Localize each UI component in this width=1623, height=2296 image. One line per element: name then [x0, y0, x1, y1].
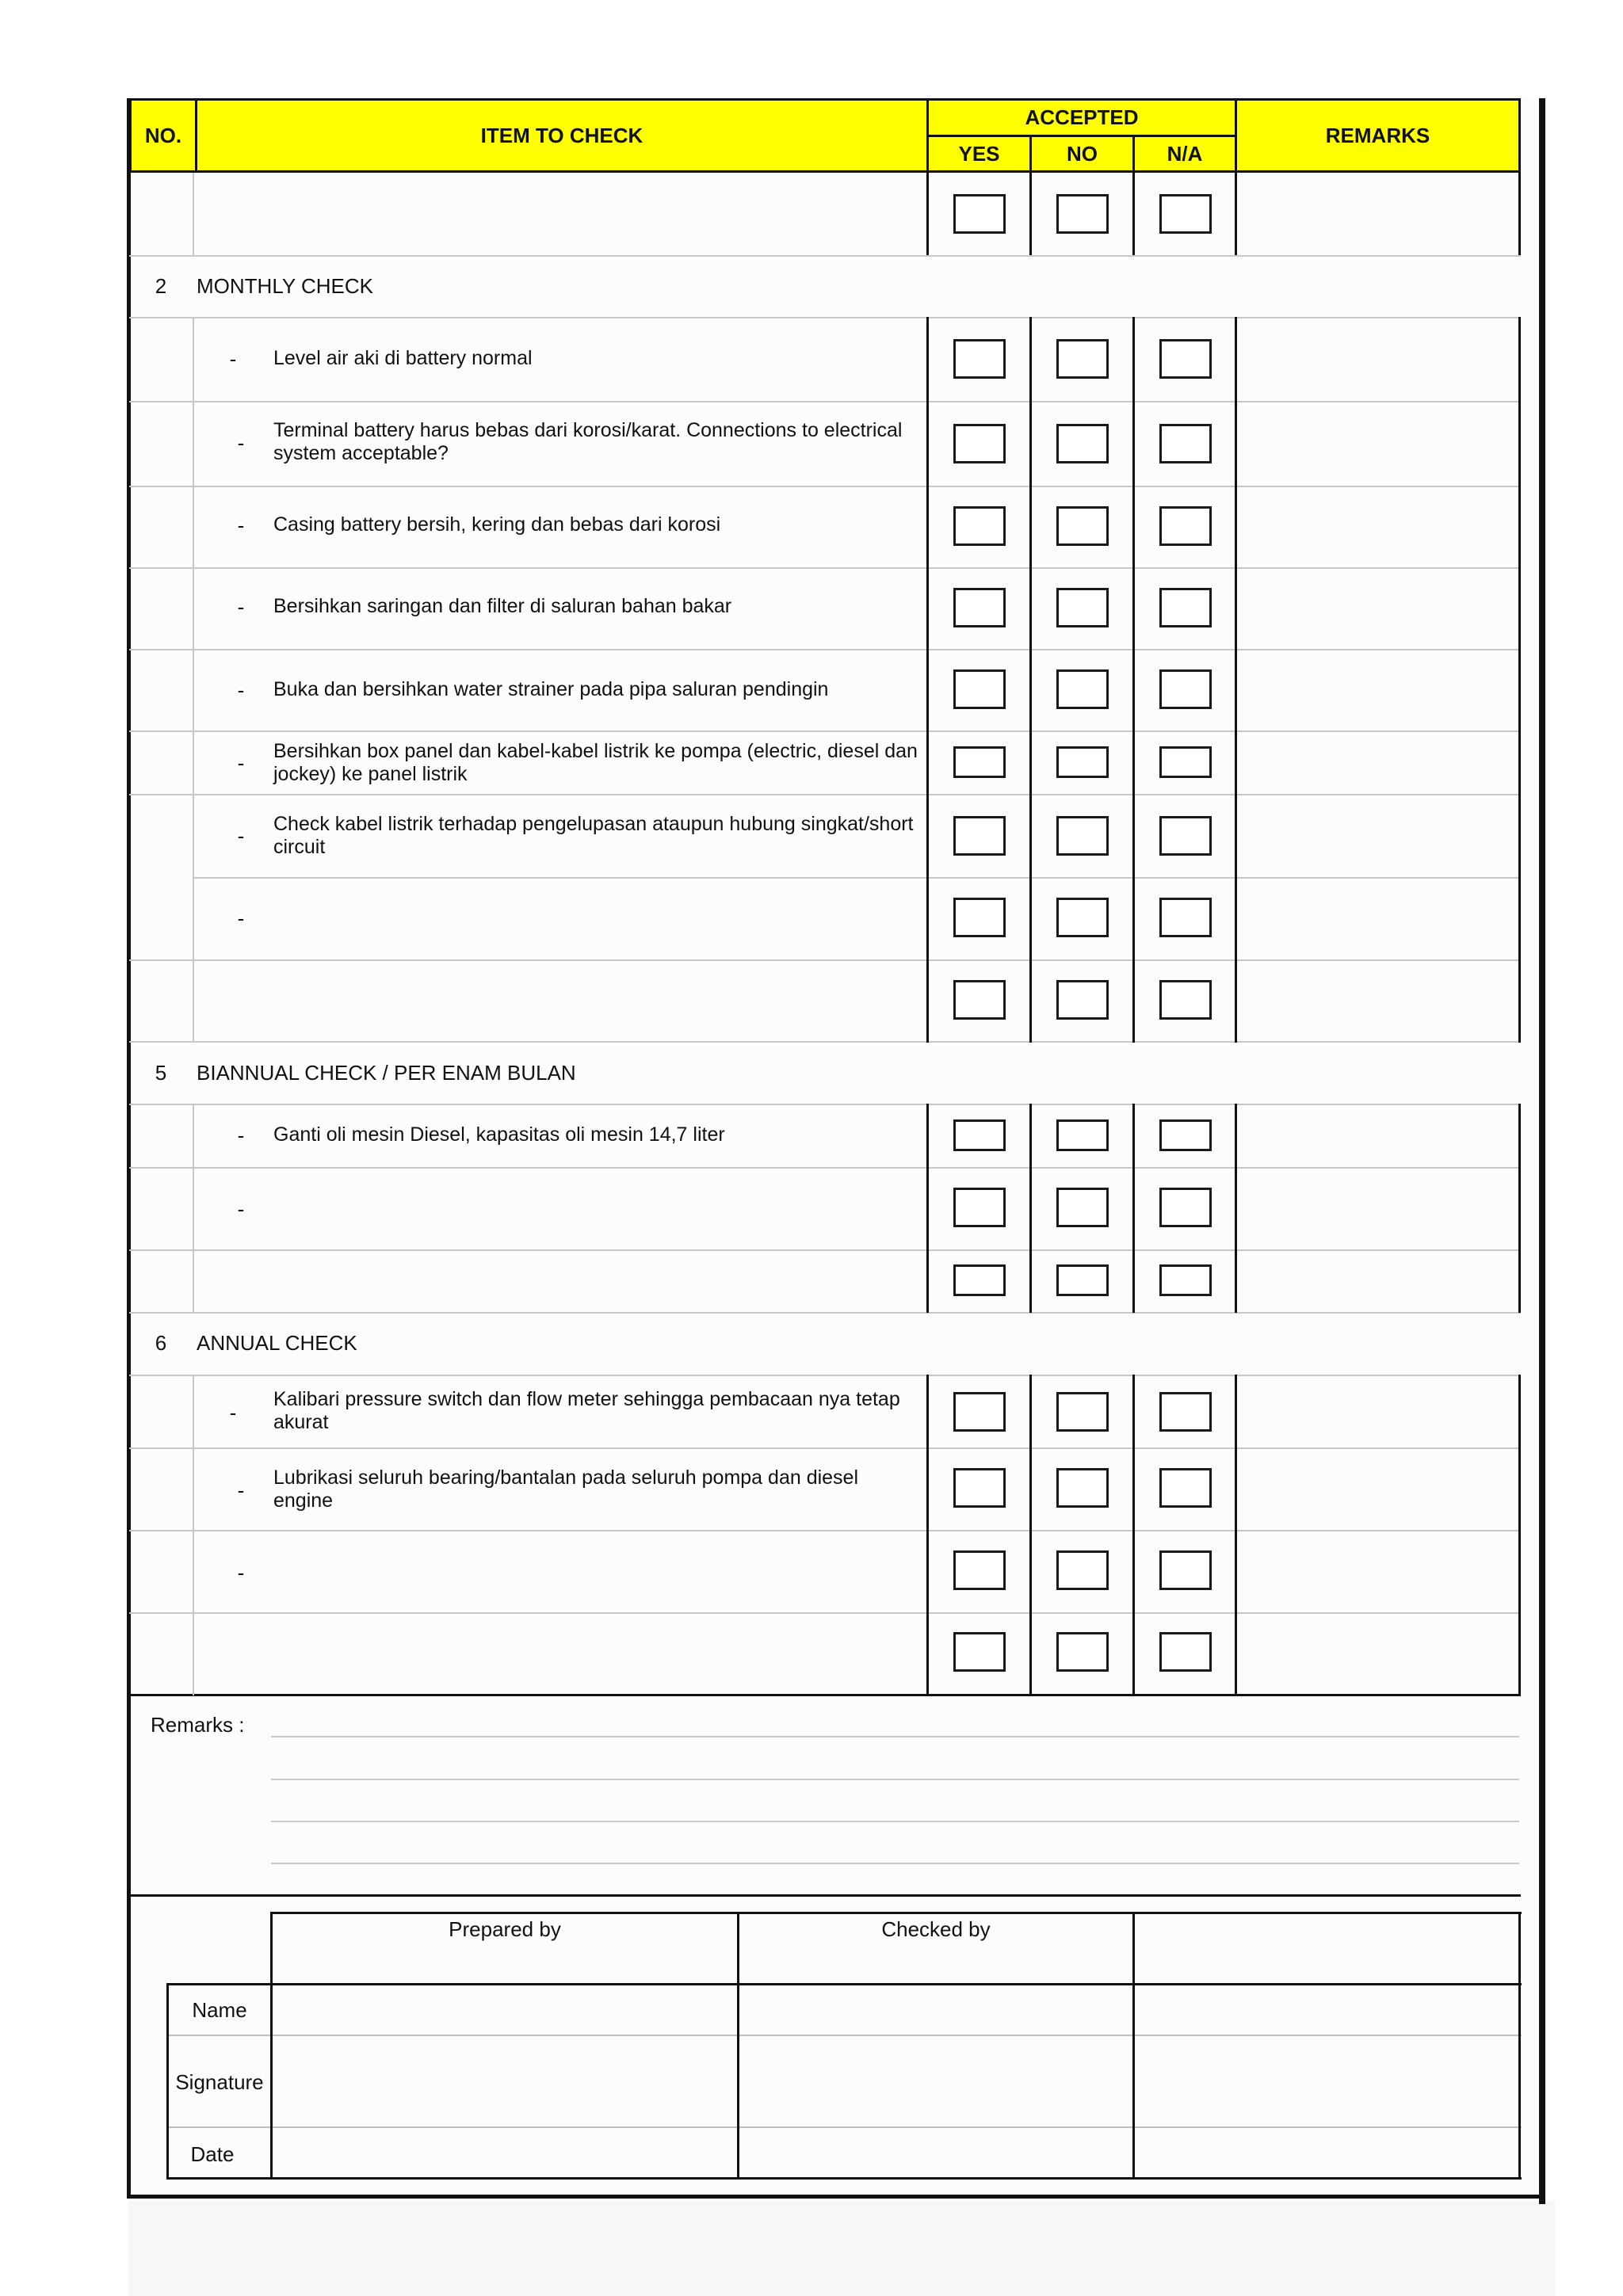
item-dash: -: [237, 751, 245, 775]
checked-by-label: Checked by: [881, 1917, 991, 1941]
checkbox-na[interactable]: [1159, 746, 1212, 778]
checkbox-no[interactable]: [1056, 980, 1109, 1020]
checkbox-yes[interactable]: [953, 1632, 1006, 1672]
checkbox-no[interactable]: [1056, 1119, 1109, 1151]
remarks-line[interactable]: [271, 1736, 1519, 1737]
checkbox-yes[interactable]: [953, 1264, 1006, 1296]
checkbox-yes[interactable]: [953, 980, 1006, 1020]
checkbox-na[interactable]: [1159, 1468, 1212, 1508]
checkbox-no[interactable]: [1056, 194, 1109, 234]
checkbox-yes[interactable]: [953, 1468, 1006, 1508]
checkbox-yes[interactable]: [953, 339, 1006, 379]
item-dash: -: [237, 824, 245, 848]
checkbox-yes[interactable]: [953, 669, 1006, 709]
checkbox-yes[interactable]: [953, 1119, 1006, 1151]
header-na: N/A: [1167, 141, 1203, 166]
header-item-to-check: ITEM TO CHECK: [480, 123, 643, 147]
checkbox-na[interactable]: [1159, 1632, 1212, 1672]
remarks-line[interactable]: [271, 1821, 1519, 1822]
checkbox-yes[interactable]: [953, 1550, 1006, 1590]
extra-name-field[interactable]: [1135, 1985, 1518, 2035]
item-text: Casing battery bersih, kering dan bebas dari korosi: [273, 513, 721, 536]
checkbox-no[interactable]: [1056, 1264, 1109, 1296]
checkbox-na[interactable]: [1159, 1264, 1212, 1296]
item-dash: -: [229, 1401, 237, 1425]
checkbox-na[interactable]: [1159, 669, 1212, 709]
checkbox-na[interactable]: [1159, 980, 1212, 1020]
checkbox-yes[interactable]: [953, 588, 1006, 627]
section-title: ANNUAL CHECK: [197, 1331, 357, 1355]
prepared-by-label: Prepared by: [449, 1917, 561, 1941]
item-text: Ganti oli mesin Diesel, kapasitas oli mesin 14,7 liter: [273, 1123, 725, 1146]
checkbox-no[interactable]: [1056, 898, 1109, 937]
checkbox-na[interactable]: [1159, 898, 1212, 937]
extra-date-field[interactable]: [1135, 2128, 1518, 2177]
signature-label: Signature: [175, 2070, 264, 2094]
item-dash: -: [237, 595, 245, 619]
header-yes: YES: [958, 141, 1000, 166]
header-no: NO.: [144, 123, 182, 147]
extra-signature-field[interactable]: [1135, 2036, 1518, 2126]
item-dash: -: [229, 347, 237, 371]
checkbox-no[interactable]: [1056, 424, 1109, 463]
item-dash: -: [237, 513, 245, 537]
checkbox-na[interactable]: [1159, 194, 1212, 234]
checkbox-yes[interactable]: [953, 1188, 1006, 1227]
sheet-right-border: [1539, 98, 1545, 2204]
prepared-signature-field[interactable]: [273, 2036, 737, 2126]
checkbox-yes[interactable]: [953, 194, 1006, 234]
checkbox-no[interactable]: [1056, 1468, 1109, 1508]
checkbox-na[interactable]: [1159, 506, 1212, 546]
header-no-col: NO: [1067, 141, 1098, 166]
remarks-line[interactable]: [271, 1863, 1519, 1864]
checkbox-no[interactable]: [1056, 1392, 1109, 1432]
checked-name-field[interactable]: [739, 1985, 1132, 2035]
header-remarks: REMARKS: [1325, 123, 1430, 147]
prepared-name-field[interactable]: [273, 1985, 737, 2035]
item-text: Lubrikasi seluruh bearing/bantalan pada seluruh pompa dan diesel engine: [273, 1466, 859, 1512]
checked-date-field[interactable]: [739, 2128, 1132, 2177]
checkbox-no[interactable]: [1056, 669, 1109, 709]
prepared-date-field[interactable]: [273, 2128, 737, 2177]
item-dash: -: [237, 1197, 245, 1221]
section-title: MONTHLY CHECK: [197, 274, 373, 298]
section-number: 2: [155, 274, 167, 298]
checklist-sheet: [127, 98, 1542, 2199]
checkbox-no[interactable]: [1056, 1550, 1109, 1590]
item-dash: -: [237, 906, 245, 930]
remarks-label: Remarks :: [151, 1713, 245, 1737]
item-dash: -: [237, 431, 245, 455]
checkbox-no[interactable]: [1056, 588, 1109, 627]
checkbox-yes[interactable]: [953, 506, 1006, 546]
checkbox-no[interactable]: [1056, 506, 1109, 546]
checkbox-yes[interactable]: [953, 746, 1006, 778]
checkbox-no[interactable]: [1056, 1188, 1109, 1227]
item-text: Level air aki di battery normal: [273, 347, 533, 369]
page-bottom-strip: [128, 2201, 1555, 2296]
checkbox-no[interactable]: [1056, 1632, 1109, 1672]
checkbox-yes[interactable]: [953, 1392, 1006, 1432]
checkbox-na[interactable]: [1159, 816, 1212, 856]
section-title: BIANNUAL CHECK / PER ENAM BULAN: [197, 1061, 576, 1085]
checkbox-na[interactable]: [1159, 1188, 1212, 1227]
item-text: Buka dan bersihkan water strainer pada pipa saluran pendingin: [273, 678, 829, 700]
section-number: 6: [155, 1331, 167, 1355]
remarks-line[interactable]: [271, 1779, 1519, 1780]
checked-signature-field[interactable]: [739, 2036, 1132, 2126]
checkbox-yes[interactable]: [953, 898, 1006, 937]
item-dash: -: [237, 1123, 245, 1147]
item-text: Terminal battery harus bebas dari korosi/karat. Connections to electrical system acceptable?: [273, 419, 903, 464]
section-number: 5: [155, 1061, 167, 1085]
date-label: Date: [190, 2142, 235, 2166]
remarks-divider: [129, 1894, 1521, 1897]
checkbox-yes[interactable]: [953, 424, 1006, 463]
item-dash: -: [237, 1478, 245, 1502]
checkbox-na[interactable]: [1159, 588, 1212, 627]
name-label: Name: [192, 1998, 247, 2022]
item-text: Kalibari pressure switch dan flow meter sehingga pembacaan nya tetap akurat: [273, 1388, 900, 1433]
checkbox-na[interactable]: [1159, 339, 1212, 379]
item-dash: -: [237, 1561, 245, 1585]
checkbox-na[interactable]: [1159, 1119, 1212, 1151]
item-text: Bersihkan saringan dan filter di saluran bahan bakar: [273, 595, 732, 617]
checkbox-no[interactable]: [1056, 816, 1109, 856]
table-header: [129, 98, 1521, 173]
item-dash: -: [237, 678, 245, 702]
header-accepted: ACCEPTED: [1025, 105, 1139, 129]
item-text: Bersihkan box panel dan kabel-kabel listrik ke pompa (electric, diesel dan jockey) ke panel listrik: [273, 740, 918, 785]
checkbox-na[interactable]: [1159, 1392, 1212, 1432]
checkbox-no[interactable]: [1056, 746, 1109, 778]
item-text: Check kabel listrik terhadap pengelupasan ataupun hubung singkat/short circuit: [273, 813, 914, 858]
checkbox-na[interactable]: [1159, 1550, 1212, 1590]
checkbox-na[interactable]: [1159, 424, 1212, 463]
checkbox-no[interactable]: [1056, 339, 1109, 379]
checkbox-yes[interactable]: [953, 816, 1006, 856]
